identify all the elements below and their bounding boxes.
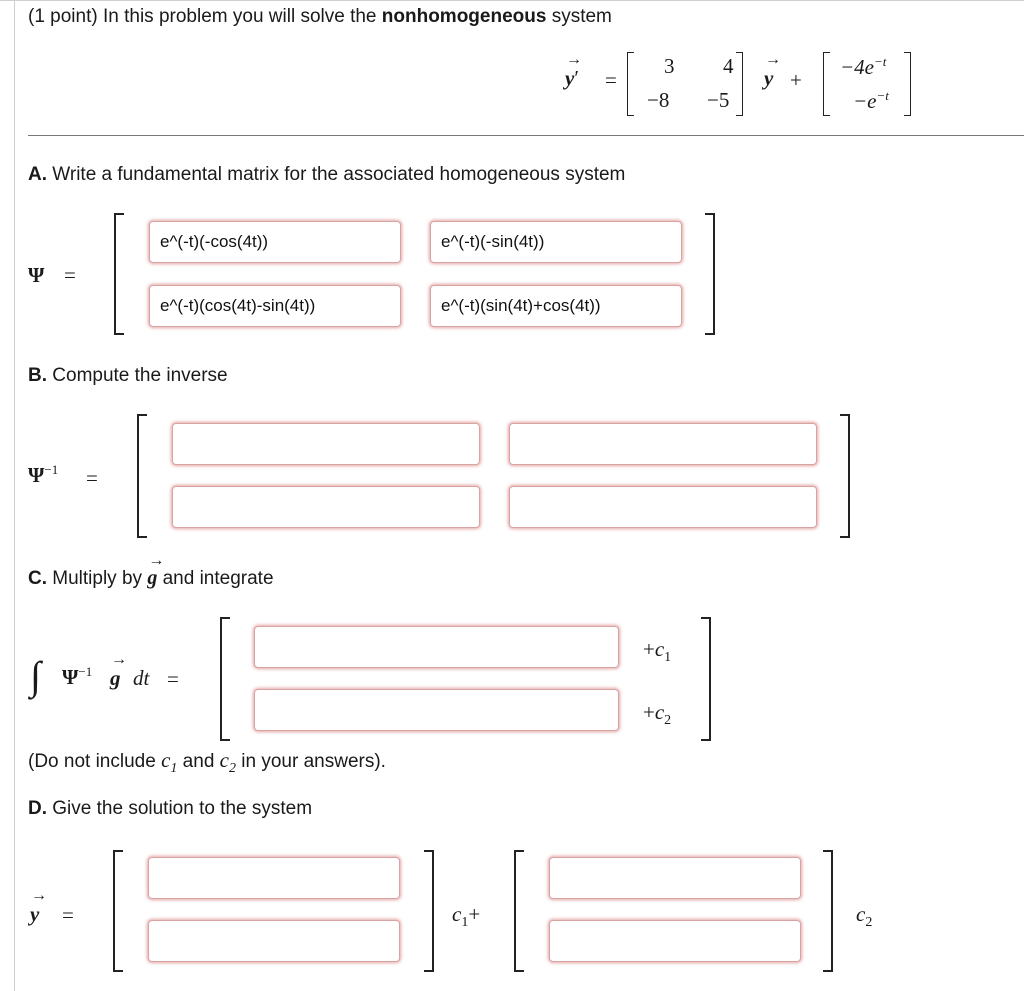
equals-sign: =	[62, 903, 74, 927]
y-vector: → y	[30, 902, 39, 927]
part-letter: C.	[28, 568, 47, 589]
plus-sign: +	[643, 700, 655, 724]
solution-vector1-entry-1-input[interactable]	[148, 857, 400, 899]
psi-symbol: Ψ	[62, 665, 79, 689]
coef-matrix-bracket-left	[627, 52, 634, 116]
equals-sign: =	[605, 68, 617, 92]
psi-entry-21-input[interactable]	[149, 285, 401, 327]
part-letter: A.	[28, 164, 47, 185]
part-c-heading	[28, 567, 274, 590]
matrix-bracket-left	[137, 414, 147, 538]
c1-plus	[452, 902, 480, 931]
equals-sign: =	[64, 263, 76, 287]
c1-inline	[161, 748, 178, 777]
dt-term: dt	[133, 666, 150, 690]
psi-entry-22-input[interactable]	[430, 285, 682, 327]
solution-vector1-entry-2-input[interactable]	[148, 920, 400, 962]
matrix-bracket-right	[424, 850, 434, 972]
psi-inverse-label	[62, 664, 92, 690]
solution-vector2-entry-1-input[interactable]	[549, 857, 801, 899]
constant-c: c	[654, 637, 665, 661]
solution-vector2-entry-2-input[interactable]	[549, 920, 801, 962]
forcing-bracket-right	[904, 52, 911, 116]
inverse-entry-21-input[interactable]	[172, 486, 480, 528]
part-b-heading	[28, 365, 228, 387]
y-prime	[565, 66, 579, 91]
matrix-bracket-left	[114, 213, 124, 335]
subscript: 2	[664, 713, 672, 729]
part-d-heading	[28, 798, 312, 820]
y-vector-rhs: → y	[764, 66, 773, 91]
c2-term	[856, 902, 872, 931]
part-letter: D.	[28, 798, 47, 819]
subscript: 2	[229, 761, 236, 777]
psi-entry-11-input[interactable]	[149, 221, 401, 263]
integral-sign: ∫	[30, 653, 41, 698]
top-border	[0, 0, 1024, 1]
integral-entry-1-input[interactable]	[254, 626, 619, 668]
subscript: 1	[461, 915, 469, 931]
matrix-entry: 3	[664, 54, 675, 78]
part-text: Compute the inverse	[47, 365, 228, 386]
constant-c: c	[452, 902, 462, 926]
psi-inverse-label	[28, 462, 58, 488]
plus-c1	[643, 637, 671, 666]
plus-sign: +	[643, 637, 655, 661]
psi-symbol: Ψ	[28, 463, 45, 487]
equals-sign: =	[167, 667, 179, 691]
forcing-exponent: −t	[874, 54, 887, 69]
matrix-bracket-left	[113, 850, 123, 972]
subscript: 1	[170, 761, 178, 777]
inverse-exponent: −1	[44, 462, 59, 477]
constant-c: c	[161, 748, 171, 772]
part-letter: B.	[28, 365, 47, 386]
part-text: Multiply by	[47, 568, 148, 589]
plus-c2	[643, 700, 671, 729]
matrix-bracket-left	[514, 850, 524, 972]
constant-c: c	[219, 748, 229, 772]
header-suffix: system	[546, 6, 612, 27]
forcing-entry-2	[853, 88, 889, 114]
matrix-bracket-right	[701, 617, 711, 741]
inverse-exponent: −1	[78, 664, 93, 679]
equals-sign: =	[86, 466, 98, 490]
prime-mark: ′	[574, 66, 579, 90]
forcing-exponent: −t	[876, 88, 889, 103]
y-vector-lhs: → y	[565, 66, 574, 91]
matrix-bracket-right	[705, 213, 715, 335]
subscript: 2	[865, 915, 873, 931]
inverse-entry-12-input[interactable]	[509, 423, 817, 465]
part-text: and integrate	[157, 568, 274, 589]
left-border	[14, 0, 15, 991]
header-text: (1 point) In this problem you will solve the	[28, 6, 382, 27]
note-text: and	[177, 751, 220, 772]
forcing-bracket-left	[823, 52, 830, 116]
divider	[28, 135, 1024, 136]
inverse-entry-11-input[interactable]	[172, 423, 480, 465]
forcing-entry-1	[840, 54, 886, 80]
g-vector-term	[110, 666, 121, 691]
note-text: in your answers).	[236, 751, 386, 772]
integral-entry-2-input[interactable]	[254, 689, 619, 731]
g-vector: → g	[147, 567, 157, 590]
plus-sign: +	[468, 902, 481, 926]
matrix-bracket-left	[220, 617, 230, 741]
plus-sign: +	[790, 68, 802, 92]
forcing-base: −e	[853, 89, 877, 113]
y-vector	[764, 66, 773, 91]
matrix-bracket-right	[823, 850, 833, 972]
problem-header	[28, 6, 612, 28]
matrix-entry: −8	[647, 88, 670, 112]
subscript: 1	[664, 650, 672, 666]
constant-c: c	[654, 700, 665, 724]
part-text: Write a fundamental matrix for the associated homogeneous system	[47, 164, 626, 185]
g-vector: → g	[110, 666, 121, 691]
header-bold: nonhomogeneous	[381, 6, 547, 27]
matrix-bracket-right	[840, 414, 850, 538]
constant-c: c	[856, 902, 866, 926]
inverse-entry-22-input[interactable]	[509, 486, 817, 528]
psi-label: Ψ	[28, 263, 45, 287]
part-c-note	[28, 748, 386, 777]
note-text: (Do not include	[28, 751, 162, 772]
y-vector-label	[30, 902, 39, 927]
matrix-entry: −5	[707, 88, 730, 112]
part-a-heading	[28, 164, 625, 186]
c2-inline	[219, 748, 236, 777]
part-text: Give the solution to the system	[47, 798, 313, 819]
forcing-base: −4e	[840, 55, 874, 79]
coef-matrix-bracket-right	[736, 52, 743, 116]
psi-entry-12-input[interactable]	[430, 221, 682, 263]
matrix-entry: 4	[723, 54, 734, 78]
